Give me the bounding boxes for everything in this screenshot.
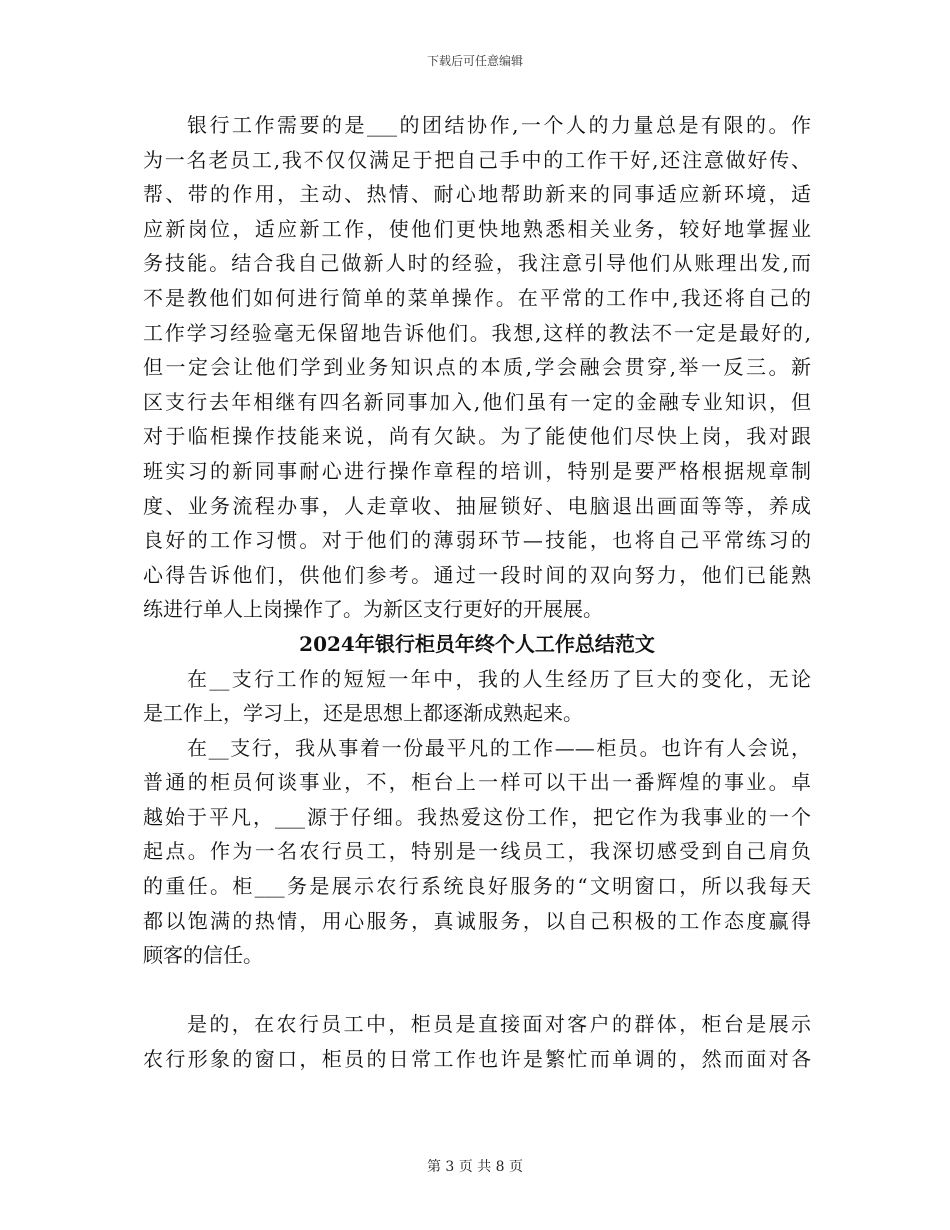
text-line: 良好的工作习惯。对于他们的薄弱环节—技能，也将自己平常练习的	[143, 528, 811, 553]
text-line: 都以饱满的热情，用心服务，真诚服务，以自己积极的工作态度赢得	[143, 908, 811, 933]
text-line: 务技能。结合我自己做新人时的经验，我注意引导他们从账理出发,而	[143, 251, 811, 276]
text-line: 是的，在农行员工中，柜员是直接面对客户的群体，柜台是展示	[187, 1012, 811, 1037]
text-line: 心得告诉他们，供他们参考。通过一段时间的双向努力，他们已能熟	[143, 562, 811, 587]
page-header: 下载后可任意编辑	[426, 54, 523, 68]
text-line: 普通的柜员何谈事业，不，柜台上一样可以干出一番辉煌的事业。卓	[143, 770, 811, 795]
text-line: 在__支行工作的短短一年中，我的人生经历了巨大的变化，无论	[187, 666, 811, 691]
text-line: 度、业务流程办事，人走章收、抽屉锁好、电脑退出画面等等，养成	[143, 493, 811, 518]
text-line	[143, 973, 811, 1008]
text-line: 银行工作需要的是___的团结协作,一个人的力量总是有限的。作	[187, 113, 811, 137]
text-line: 不是教他们如何进行简单的菜单操作。在平常的工作中,我还将自己的	[143, 285, 811, 310]
document-body	[143, 108, 811, 1077]
text-line: 农行形象的窗口，柜员的日常工作也许是繁忙而单调的，然而面对各	[143, 1047, 811, 1072]
text-line: 工作学习经验毫无保留地告诉他们。我想,这样的教法不一定是最好的,	[143, 320, 811, 345]
text-line: 应新岗位，适应新工作，使他们更快地熟悉相关业务，较好地掌握业	[143, 216, 811, 241]
text-line: 但一定会让他们学到业务知识点的本质,学会融会贯穿,举一反三。新	[143, 355, 811, 380]
text-line: 为一名老员工,我不仅仅满足于把自己手中的工作干好,还注意做好传、	[143, 147, 811, 172]
text-line: 帮、带的作用，主动、热情、耐心地帮助新来的同事适应新环境，适	[143, 182, 811, 207]
section-title: 2024年银行柜员年终个人工作总结范文	[299, 631, 655, 656]
text-line: 对于临柜操作技能来说，尚有欠缺。为了能使他们尽快上岗，我对跟	[143, 424, 811, 449]
text-line: 起点。作为一名农行员工，特别是一线员工，我深切感受到自己肩负	[143, 839, 811, 864]
text-line: 顾客的信任。	[143, 943, 263, 968]
page-footer: 第 3 页 共 8 页	[426, 1159, 524, 1175]
text-line: 是工作上，学习上，还是思想上都逐渐成熟起来。	[143, 701, 583, 726]
text-line: 在__支行，我从事着一份最平凡的工作——柜员。也许有人会说，	[187, 735, 811, 760]
text-line: 越始于平凡，___源于仔细。我热爱这份工作，把它作为我事业的一个	[143, 804, 811, 829]
text-line: 的重任。柜___务是展示农行系统良好服务的“文明窗口，所以我每天	[143, 874, 811, 899]
text-line: 练进行单人上岗操作了。为新区支行更好的开展展。	[143, 597, 603, 622]
text-line: 区支行去年相继有四名新同事加入,他们虽有一定的金融专业知识，但	[143, 389, 811, 414]
text-line: 班实习的新同事耐心进行操作章程的培训，特别是要严格根据规章制	[143, 458, 811, 483]
